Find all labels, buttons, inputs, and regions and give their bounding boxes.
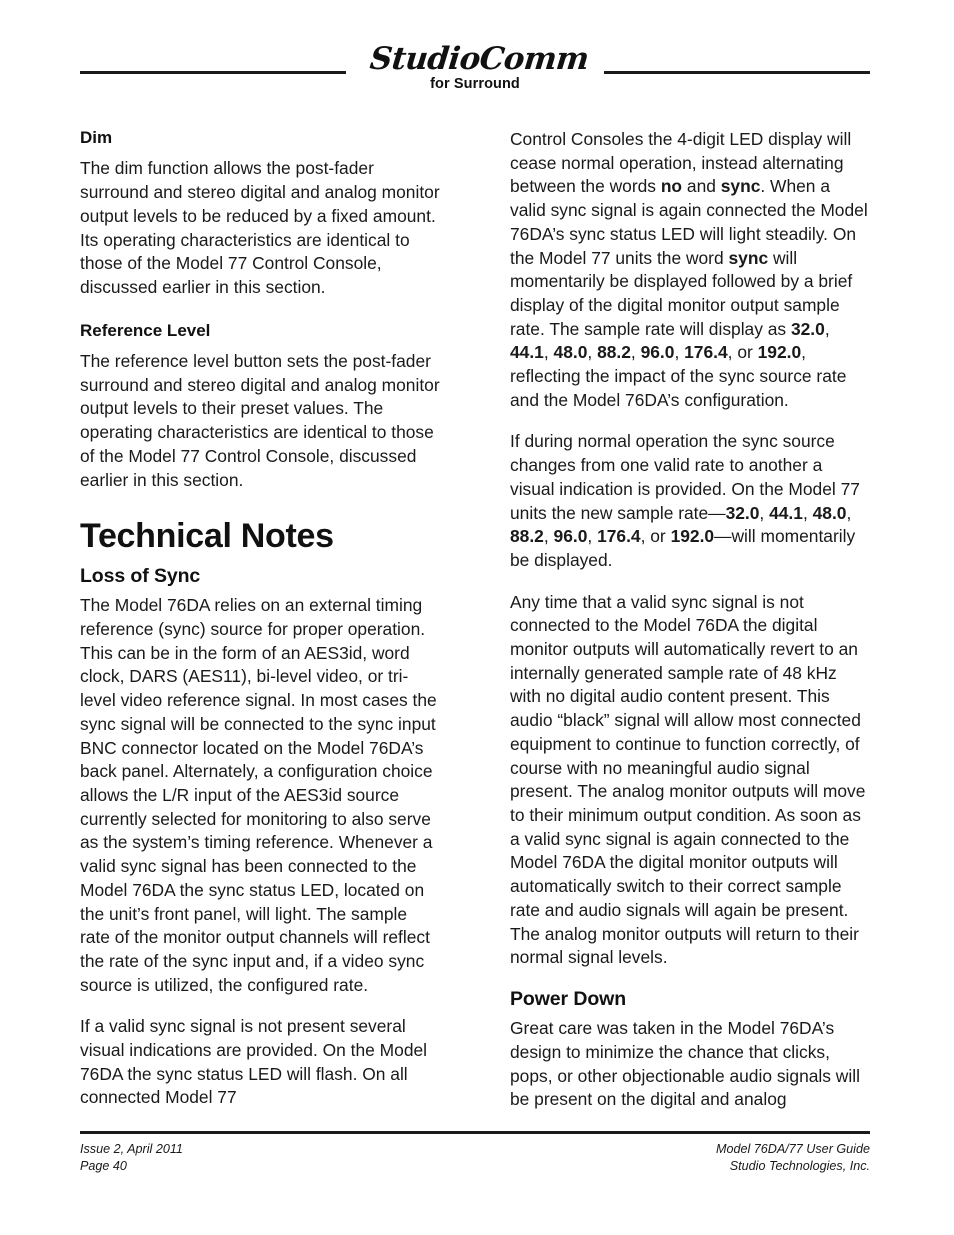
right-column bbox=[510, 128, 870, 1118]
footer-issue: Issue 2, April 2011 bbox=[80, 1142, 183, 1156]
page-footer bbox=[80, 1131, 870, 1174]
footer-page-number: Page 40 bbox=[80, 1158, 127, 1173]
sync-text-e: , reflecting the impact of the sync source rate and the Model 76DA’s configuration. bbox=[510, 342, 847, 410]
heading-reference-level: Reference Level bbox=[80, 320, 211, 340]
sync-text-a: Control Consoles the 4-digit LED display will cease normal operation, instead alternating between the words bbox=[510, 129, 852, 197]
keyword-no: no bbox=[660, 176, 683, 197]
left-column bbox=[80, 128, 440, 1118]
paragraph-no-sync-behavior: Any time that a valid sync signal is not connected to the Model 76DA the digital monitor outputs will automatically revert to an internally generated sample rate of 48 kHz with no digital audio content present. This audio “black” signal will allow most connected equipment to continue to function correctly, of course with no meaningful audio signal present. The analog monitor outputs will move to their minimum output condition. As soon as a valid sync signal is again connected to the Model 76DA the digital monitor outputs will automatically switch to their correct sample rate and audio signals will again be present. The analog monitor outputs will return to their normal signal levels. bbox=[510, 591, 866, 968]
footer-columns bbox=[80, 1141, 870, 1174]
rate-48: 48.0 bbox=[553, 342, 588, 363]
rate-change-text-b: —will momentarily be displayed. bbox=[510, 526, 856, 570]
rate-192: 192.0 bbox=[757, 342, 802, 363]
rate-change-176: 176.4 bbox=[597, 526, 641, 547]
rate-176: 176.4 bbox=[684, 342, 728, 363]
sep-11: , bbox=[587, 526, 598, 547]
sep-12: , or bbox=[640, 526, 671, 547]
keyword-sync-1: sync bbox=[720, 176, 761, 197]
paragraph-reference-level: The reference level button sets the post-fader surround and stereo digital and analog monitor output levels to their preset values. The operating characteristics are identical to those of the Model 77 Control Console, discussed earlier in this section. bbox=[80, 351, 440, 490]
rate-change-44: 44.1 bbox=[769, 502, 803, 523]
sep-8: , bbox=[802, 502, 813, 523]
rate-change-48: 48.0 bbox=[812, 502, 847, 523]
sync-text-d: will momentarily be displayed followed by a brief display of the digital monitor output sample rate. The sample rate will display as bbox=[510, 247, 853, 339]
sep-1: , bbox=[824, 318, 830, 339]
footer-left bbox=[80, 1141, 183, 1174]
sync-text-b: and bbox=[682, 176, 721, 197]
sep-9: , bbox=[846, 502, 852, 523]
sep-2: , bbox=[543, 342, 554, 363]
sep-3: , bbox=[587, 342, 598, 363]
sep-4: , bbox=[630, 342, 641, 363]
rate-32: 32.0 bbox=[790, 318, 825, 339]
content-columns bbox=[80, 128, 870, 1118]
sync-text-c: . When a valid sync signal is again connected the Model 76DA’s sync status LED will light steadily. On the Model 77 units the word bbox=[510, 176, 868, 268]
paragraph-power-down: Great care was taken in the Model 76DA’s design to minimize the chance that clicks, pops, or other objectionable audio signals will be present on the digital and analog bbox=[510, 1018, 860, 1110]
rate-change-192: 192.0 bbox=[670, 526, 715, 547]
heading-dim: Dim bbox=[80, 128, 113, 147]
keyword-sync-2: sync bbox=[728, 247, 769, 268]
header-rule-left bbox=[80, 71, 346, 74]
paragraph-rate-change bbox=[510, 430, 870, 572]
studiocomm-logo bbox=[368, 41, 591, 92]
heading-technical-notes: Technical Notes bbox=[80, 517, 334, 556]
sep-6: , or bbox=[727, 342, 758, 363]
heading-power-down: Power Down bbox=[510, 987, 627, 1010]
rate-change-88: 88.2 bbox=[510, 526, 544, 547]
rate-44: 44.1 bbox=[510, 342, 544, 363]
footer-rule bbox=[80, 1131, 870, 1134]
footer-company: Studio Technologies, Inc. bbox=[729, 1158, 870, 1173]
heading-loss-of-sync: Loss of Sync bbox=[80, 564, 201, 587]
page-header bbox=[80, 41, 870, 110]
paragraph-sync-status bbox=[510, 128, 870, 412]
logo-tagline: for Surround bbox=[430, 75, 520, 92]
header-rule-right bbox=[604, 71, 870, 74]
rate-change-32: 32.0 bbox=[725, 502, 760, 523]
footer-right bbox=[716, 1141, 870, 1174]
sep-7: , bbox=[759, 502, 770, 523]
logo-wordmark: StudioComm bbox=[368, 41, 591, 77]
paragraph-dim: The dim function allows the post-fader surround and stereo digital and analog monitor output levels to be reduced by a fixed amount. Its operating characteristics are identical to those of the Model 77 Control Console, discussed earlier in this section. bbox=[80, 158, 440, 297]
sep-5: , bbox=[674, 342, 685, 363]
paragraph-loss-of-sync-2: If a valid sync signal is not present several visual indications are provided. On the Model 76DA the sync status LED will flash. On all connected Model 77 bbox=[80, 1016, 428, 1108]
rate-96: 96.0 bbox=[640, 342, 675, 363]
rate-change-text-a: If during normal operation the sync source changes from one valid rate to another a visual indication is provided. On the Model 77 units the new sample rate— bbox=[510, 431, 860, 523]
rate-88: 88.2 bbox=[597, 342, 631, 363]
rate-change-96: 96.0 bbox=[553, 526, 588, 547]
footer-guide-title: Model 76DA/77 User Guide bbox=[715, 1142, 870, 1156]
paragraph-loss-of-sync-1: The Model 76DA relies on an external timing reference (sync) source for proper operation. This can be in the form of an AES3id, word clock, DARS (AES11), bi-level video, or tri-level video reference signal. In most cases the sync signal will be connected to the sync input BNC connector located on the Model 76DA’s back panel. Alternately, a configuration choice allows the L/R input of the AES3id source currently selected for monitoring to also serve as the system’s timing reference. Whenever a valid sync signal has been connected to the Model 76DA the sync status LED, located on the unit’s front panel, will light. The sample rate of the monitor output channels will reflect the rate of the sync input and, if a video sync source is utilized, the configured rate. bbox=[80, 595, 437, 995]
sep-10: , bbox=[543, 526, 554, 547]
